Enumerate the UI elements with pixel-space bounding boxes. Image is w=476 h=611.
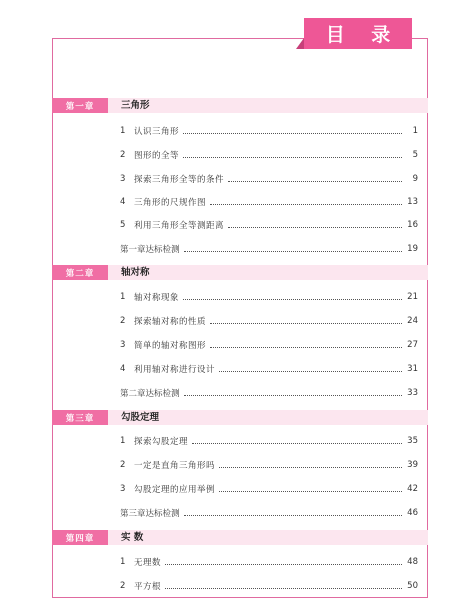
chapter-badge: 第二章 [52, 265, 108, 280]
entry-number: 2 [120, 150, 126, 160]
toc-entry[interactable] [120, 148, 418, 162]
entry-page: 46 [407, 508, 418, 518]
chapter-title: 勾股定理 [121, 412, 160, 423]
dot-leader [183, 157, 402, 158]
chapter-title: 实 数 [121, 532, 144, 543]
dot-leader [228, 181, 402, 182]
entry-page: 33 [407, 388, 418, 398]
entry-number: 4 [120, 197, 126, 207]
entry-page: 21 [407, 292, 418, 302]
toc-entry[interactable] [120, 314, 418, 328]
dot-leader [210, 204, 402, 205]
dot-leader [219, 491, 402, 492]
chapter-title: 轴对称 [121, 267, 150, 278]
entry-number: 3 [120, 174, 126, 184]
chapter-2-header[interactable] [52, 265, 428, 280]
entry-number: 5 [120, 220, 126, 230]
toc-entry-review[interactable] [120, 386, 418, 400]
chapter-1-header[interactable] [52, 98, 428, 113]
entry-page: 39 [407, 460, 418, 470]
entry-number: 1 [120, 292, 126, 302]
entry-label: 第二章达标检测 [120, 389, 180, 399]
dot-leader [184, 251, 402, 252]
entry-label: 探索勾股定理 [134, 437, 189, 447]
entry-page: 35 [407, 436, 418, 446]
entry-number: 4 [120, 364, 126, 374]
entry-label: 认识三角形 [134, 127, 180, 137]
entry-page: 16 [407, 220, 418, 230]
toc-entry[interactable] [120, 195, 418, 209]
chapter-3-header[interactable] [52, 410, 428, 425]
toc-entry[interactable] [120, 172, 418, 186]
toc-entry[interactable] [120, 124, 418, 138]
dot-leader [210, 323, 402, 324]
dot-leader [184, 515, 402, 516]
entry-number: 2 [120, 460, 126, 470]
entry-number: 1 [120, 436, 126, 446]
entry-label: 利用轴对称进行设计 [134, 365, 216, 375]
entry-page: 50 [407, 581, 418, 591]
entry-page: 48 [407, 557, 418, 567]
dot-leader [165, 588, 402, 589]
dot-leader [183, 133, 402, 134]
dot-leader [219, 371, 402, 372]
entry-page: 1 [412, 126, 418, 136]
dot-leader [192, 443, 402, 444]
entry-page: 31 [407, 364, 418, 374]
chapter-title: 三角形 [121, 100, 150, 111]
entry-page: 27 [407, 340, 418, 350]
page-title: 目 录 [304, 18, 412, 49]
toc-entry[interactable] [120, 555, 418, 569]
entry-label: 第一章达标检测 [120, 245, 180, 255]
entry-number: 2 [120, 316, 126, 326]
entry-label: 图形的全等 [134, 151, 180, 161]
entry-label: 一定是直角三角形吗 [134, 461, 216, 471]
toc-entry[interactable] [120, 362, 418, 376]
entry-label: 勾股定理的应用举例 [134, 485, 216, 495]
entry-label: 无理数 [134, 558, 162, 568]
title-tab-fold [296, 38, 304, 49]
entry-label: 探索三角形全等的条件 [134, 175, 225, 185]
toc-entry-review[interactable] [120, 506, 418, 520]
entry-page: 9 [412, 174, 418, 184]
entry-label: 简单的轴对称图形 [134, 341, 207, 351]
dot-leader [219, 467, 402, 468]
toc-entry-review[interactable] [120, 242, 418, 256]
entry-number: 3 [120, 484, 126, 494]
chapter-4-header[interactable] [52, 530, 428, 545]
dot-leader [210, 347, 402, 348]
entry-number: 2 [120, 581, 126, 591]
entry-page: 5 [412, 150, 418, 160]
entry-label: 探索轴对称的性质 [134, 317, 207, 327]
toc-entry[interactable] [120, 579, 418, 593]
entry-label: 轴对称现象 [134, 293, 180, 303]
entry-label: 第三章达标检测 [120, 509, 180, 519]
entry-page: 24 [407, 316, 418, 326]
toc-entry[interactable] [120, 434, 418, 448]
chapter-badge: 第四章 [52, 530, 108, 545]
entry-page: 13 [407, 197, 418, 207]
toc-entry[interactable] [120, 458, 418, 472]
dot-leader [165, 564, 402, 565]
chapter-badge: 第三章 [52, 410, 108, 425]
toc-entry[interactable] [120, 482, 418, 496]
entry-label: 平方根 [134, 582, 162, 592]
toc-entry[interactable] [120, 218, 418, 232]
entry-label: 利用三角形全等测距离 [134, 221, 225, 231]
dot-leader [184, 395, 402, 396]
entry-page: 19 [407, 244, 418, 254]
entry-label: 三角形的尺规作图 [134, 198, 207, 208]
dot-leader [183, 299, 402, 300]
entry-number: 3 [120, 340, 126, 350]
toc-entry[interactable] [120, 338, 418, 352]
dot-leader [228, 227, 402, 228]
entry-page: 42 [407, 484, 418, 494]
entry-number: 1 [120, 557, 126, 567]
chapter-badge: 第一章 [52, 98, 108, 113]
toc-entry[interactable] [120, 290, 418, 304]
entry-number: 1 [120, 126, 126, 136]
